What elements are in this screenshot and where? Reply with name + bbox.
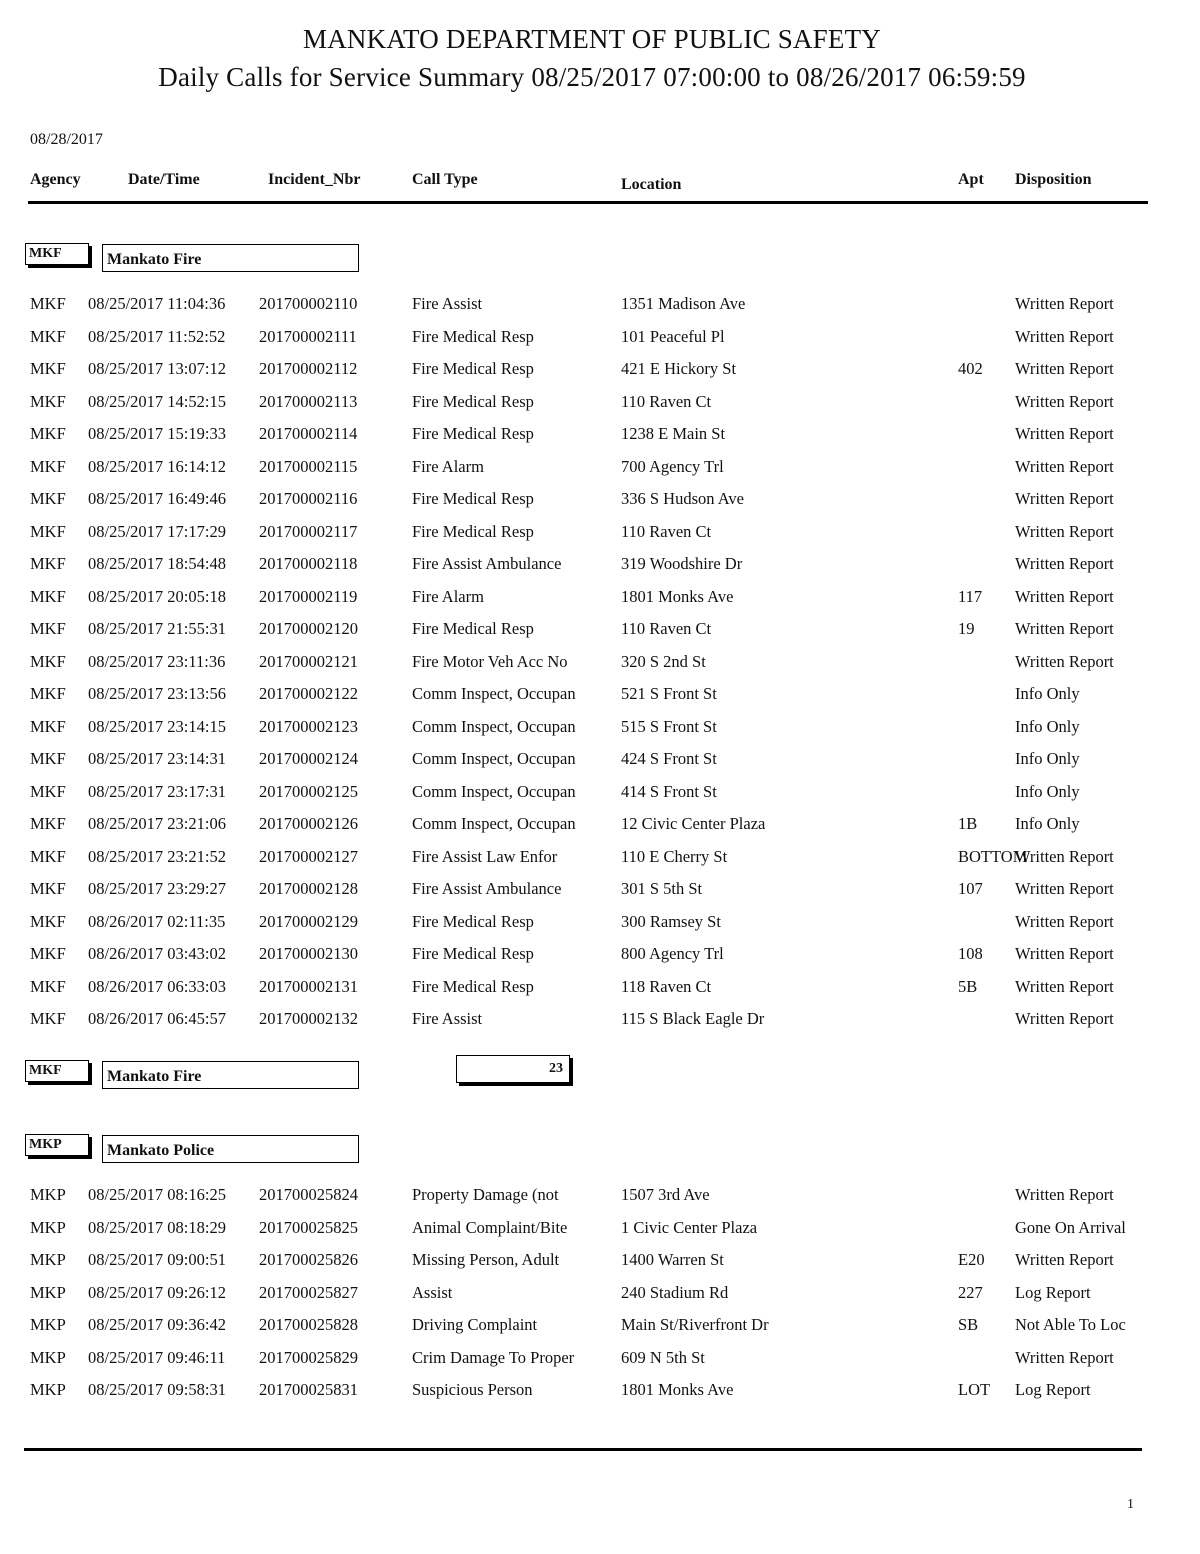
table-row — [0, 847, 1200, 877]
cell-incident-number: 201700025827 — [259, 1282, 358, 1302]
cell-apt: 107 — [958, 879, 983, 898]
cell-call-type: Property Damage (not — [412, 1185, 559, 1204]
cell-disposition: Written Report — [1015, 294, 1114, 313]
cell-incident-number: 201700002131 — [259, 976, 358, 996]
column-header-call-type: Call Type — [412, 171, 478, 188]
table-row — [0, 1380, 1200, 1410]
cell-agency: MKF — [30, 684, 66, 703]
cell-datetime: 08/25/2017 09:26:12 — [88, 1282, 226, 1302]
cell-datetime: 08/25/2017 23:21:52 — [88, 846, 226, 866]
cell-apt: 1B — [958, 814, 978, 833]
cell-agency: MKP — [30, 1250, 66, 1269]
cell-incident-number: 201700002113 — [259, 391, 358, 411]
cell-agency: MKP — [30, 1315, 66, 1334]
cell-location: 1801 Monks Ave — [621, 586, 734, 606]
cell-agency: MKF — [30, 294, 66, 313]
cell-call-type: Fire Motor Veh Acc No — [412, 651, 568, 671]
cell-agency: MKP — [30, 1217, 66, 1237]
cell-datetime: 08/25/2017 20:05:18 — [88, 586, 226, 606]
column-header-agency: Agency — [30, 171, 81, 188]
table-row — [0, 1250, 1200, 1280]
cell-location: 115 S Black Eagle Dr — [621, 1009, 765, 1028]
cell-incident-number: 201700002110 — [259, 294, 358, 313]
cell-agency: MKF — [30, 879, 66, 898]
table-row — [0, 1009, 1200, 1039]
cell-location: 700 Agency Trl — [621, 456, 724, 476]
cell-location: 240 Stadium Rd — [621, 1282, 729, 1302]
cell-disposition: Written Report — [1015, 846, 1114, 866]
cell-incident-number: 201700025828 — [259, 1315, 358, 1334]
cell-datetime: 08/25/2017 23:11:36 — [88, 651, 226, 671]
cell-datetime: 08/25/2017 09:58:31 — [88, 1380, 226, 1399]
cell-call-type: Fire Assist Law Enfor — [412, 846, 558, 866]
cell-call-type: Fire Medical Resp — [412, 391, 534, 411]
cell-datetime: 08/25/2017 14:52:15 — [88, 391, 226, 411]
cell-call-type: Fire Medical Resp — [412, 359, 534, 378]
cell-incident-number: 201700002121 — [259, 651, 358, 671]
cell-disposition: Written Report — [1015, 651, 1114, 671]
cell-disposition: Written Report — [1015, 489, 1114, 508]
cell-call-type: Fire Medical Resp — [412, 944, 534, 963]
page-number: 1 — [1127, 1497, 1134, 1512]
cell-agency: MKF — [30, 781, 66, 801]
cell-apt: BOTTOM — [958, 846, 1028, 866]
table-row — [0, 294, 1200, 324]
table-row — [0, 749, 1200, 779]
cell-disposition: Written Report — [1015, 1009, 1114, 1028]
cell-disposition: Written Report — [1015, 391, 1114, 411]
cell-call-type: Animal Complaint/Bite — [412, 1217, 568, 1237]
cell-disposition: Written Report — [1015, 976, 1114, 996]
column-header-disposition: Disposition — [1015, 171, 1092, 188]
cell-call-type: Fire Alarm — [412, 456, 484, 476]
cell-location: 521 S Front St — [621, 684, 717, 703]
cell-disposition: Info Only — [1015, 716, 1080, 736]
cell-incident-number: 201700002125 — [259, 781, 358, 801]
cell-disposition: Written Report — [1015, 1185, 1114, 1204]
cell-agency: MKP — [30, 1282, 66, 1302]
cell-incident-number: 201700002112 — [259, 359, 358, 378]
table-row — [0, 1283, 1200, 1313]
cell-apt: E20 — [958, 1250, 985, 1269]
cell-apt: 227 — [958, 1282, 983, 1302]
fire-call-count-box: 23 — [456, 1055, 570, 1083]
cell-agency: MKF — [30, 651, 66, 671]
cell-disposition: Written Report — [1015, 424, 1114, 443]
cell-apt: 19 — [958, 619, 975, 638]
cell-datetime: 08/25/2017 16:49:46 — [88, 489, 226, 508]
cell-incident-number: 201700002130 — [259, 944, 358, 963]
fire-footer-name-box: Mankato Fire — [102, 1061, 359, 1089]
cell-agency: MKF — [30, 976, 66, 996]
cell-agency: MKF — [30, 619, 66, 638]
table-row — [0, 814, 1200, 844]
cell-datetime: 08/25/2017 17:17:29 — [88, 521, 226, 541]
cell-call-type: Fire Medical Resp — [412, 424, 534, 443]
cell-agency: MKF — [30, 944, 66, 963]
cell-agency: MKF — [30, 489, 66, 508]
cell-agency: MKF — [30, 749, 66, 768]
cell-call-type: Fire Assist Ambulance — [412, 879, 562, 898]
cell-apt: 5B — [958, 976, 978, 996]
cell-location: 320 S 2nd St — [621, 651, 706, 671]
cell-location: 336 S Hudson Ave — [621, 489, 744, 508]
cell-datetime: 08/25/2017 09:46:11 — [88, 1347, 226, 1367]
table-row — [0, 359, 1200, 389]
cell-disposition: Written Report — [1015, 586, 1114, 606]
cell-disposition: Gone On Arrival — [1015, 1217, 1126, 1237]
cell-datetime: 08/25/2017 23:14:31 — [88, 749, 226, 768]
cell-agency: MKP — [30, 1380, 66, 1399]
cell-call-type: Fire Assist Ambulance — [412, 554, 562, 573]
cell-call-type: Comm Inspect, Occupan — [412, 716, 576, 736]
cell-disposition: Info Only — [1015, 781, 1080, 801]
cell-location: 1351 Madison Ave — [621, 294, 746, 313]
cell-apt: LOT — [958, 1380, 991, 1399]
fire-footer-code-box: MKF — [25, 1060, 89, 1082]
cell-call-type: Fire Medical Resp — [412, 976, 534, 996]
cell-call-type: Driving Complaint — [412, 1315, 538, 1334]
cell-incident-number: 201700002118 — [259, 554, 358, 573]
cell-datetime: 08/25/2017 08:16:25 — [88, 1185, 226, 1204]
column-header-apt: Apt — [958, 171, 984, 188]
cell-datetime: 08/25/2017 13:07:12 — [88, 359, 226, 378]
cell-incident-number: 201700002114 — [259, 424, 358, 443]
cell-disposition: Log Report — [1015, 1282, 1091, 1302]
table-row — [0, 652, 1200, 682]
cell-agency: MKF — [30, 814, 66, 833]
table-row — [0, 1218, 1200, 1248]
cell-location: 300 Ramsey St — [621, 911, 721, 931]
cell-incident-number: 201700002116 — [259, 489, 358, 508]
column-header-location: Location — [621, 176, 682, 193]
table-row — [0, 457, 1200, 487]
cell-datetime: 08/25/2017 11:04:36 — [88, 294, 226, 313]
cell-datetime: 08/25/2017 16:14:12 — [88, 456, 226, 476]
cell-agency: MKF — [30, 846, 66, 866]
footer-rule — [24, 1448, 1142, 1451]
police-agency-name-box: Mankato Police — [102, 1135, 359, 1163]
cell-disposition: Not Able To Loc — [1015, 1315, 1126, 1334]
cell-incident-number: 201700002123 — [259, 716, 358, 736]
cell-datetime: 08/25/2017 23:21:06 — [88, 814, 226, 833]
cell-location: 1400 Warren St — [621, 1250, 724, 1269]
table-row — [0, 1315, 1200, 1345]
cell-disposition: Log Report — [1015, 1380, 1091, 1399]
cell-location: 800 Agency Trl — [621, 944, 724, 963]
cell-agency: MKF — [30, 554, 66, 573]
cell-apt: 108 — [958, 944, 983, 963]
cell-location: 1507 3rd Ave — [621, 1185, 710, 1204]
cell-disposition: Written Report — [1015, 879, 1114, 898]
cell-incident-number: 201700025824 — [259, 1185, 358, 1204]
cell-agency: MKF — [30, 1009, 66, 1028]
cell-agency: MKF — [30, 424, 66, 443]
table-row — [0, 684, 1200, 714]
cell-call-type: Comm Inspect, Occupan — [412, 749, 576, 768]
cell-location: 515 S Front St — [621, 716, 717, 736]
cell-disposition: Written Report — [1015, 1250, 1114, 1269]
police-agency-code-box: MKP — [25, 1134, 89, 1156]
table-row — [0, 392, 1200, 422]
cell-datetime: 08/25/2017 18:54:48 — [88, 554, 226, 573]
header-rule — [28, 201, 1148, 204]
cell-datetime: 08/25/2017 23:29:27 — [88, 879, 226, 898]
table-row — [0, 1348, 1200, 1378]
table-row — [0, 327, 1200, 357]
print-date: 08/28/2017 — [30, 131, 103, 148]
cell-location: 609 N 5th St — [621, 1347, 705, 1367]
cell-location: 118 Raven Ct — [621, 976, 712, 996]
cell-location: 319 Woodshire Dr — [621, 554, 743, 573]
cell-disposition: Written Report — [1015, 521, 1114, 541]
table-row — [0, 879, 1200, 909]
table-row — [0, 782, 1200, 812]
cell-incident-number: 201700002126 — [259, 814, 358, 833]
cell-call-type: Crim Damage To Proper — [412, 1347, 575, 1367]
table-row — [0, 522, 1200, 552]
cell-location: 414 S Front St — [621, 781, 717, 801]
cell-incident-number: 201700002132 — [259, 1009, 358, 1028]
cell-datetime: 08/25/2017 15:19:33 — [88, 424, 226, 443]
cell-datetime: 08/26/2017 03:43:02 — [88, 944, 226, 963]
cell-call-type: Fire Assist — [412, 1009, 483, 1028]
cell-location: 301 S 5th St — [621, 879, 703, 898]
cell-incident-number: 201700025829 — [259, 1347, 358, 1367]
cell-datetime: 08/25/2017 21:55:31 — [88, 619, 226, 638]
cell-location: 1238 E Main St — [621, 424, 726, 443]
cell-incident-number: 201700002117 — [259, 521, 358, 541]
cell-location: 101 Peaceful Pl — [621, 326, 725, 346]
cell-agency: MKF — [30, 456, 66, 476]
cell-incident-number: 201700002115 — [259, 456, 358, 476]
cell-disposition: Written Report — [1015, 619, 1114, 638]
cell-location: 110 Raven Ct — [621, 619, 712, 638]
cell-disposition: Written Report — [1015, 554, 1114, 573]
cell-datetime: 08/25/2017 09:00:51 — [88, 1250, 226, 1269]
cell-call-type: Fire Assist — [412, 294, 483, 313]
cell-location: 110 Raven Ct — [621, 391, 712, 411]
cell-apt: 117 — [958, 586, 983, 606]
cell-location: 12 Civic Center Plaza — [621, 814, 766, 833]
cell-incident-number: 201700002120 — [259, 619, 358, 638]
fire-agency-code-box: MKF — [25, 243, 89, 265]
cell-incident-number: 201700002127 — [259, 846, 358, 866]
cell-incident-number: 201700002129 — [259, 911, 358, 931]
cell-datetime: 08/26/2017 06:45:57 — [88, 1009, 226, 1028]
cell-incident-number: 201700002119 — [259, 586, 358, 606]
cell-apt: 402 — [958, 359, 983, 378]
cell-datetime: 08/25/2017 23:14:15 — [88, 716, 226, 736]
table-row — [0, 619, 1200, 649]
cell-agency: MKF — [30, 586, 66, 606]
cell-datetime: 08/26/2017 02:11:35 — [88, 911, 226, 931]
cell-agency: MKP — [30, 1185, 66, 1204]
cell-location: 1 Civic Center Plaza — [621, 1217, 758, 1237]
cell-call-type: Comm Inspect, Occupan — [412, 814, 576, 833]
cell-disposition: Written Report — [1015, 326, 1114, 346]
cell-disposition: Info Only — [1015, 749, 1080, 768]
cell-location: 1801 Monks Ave — [621, 1380, 734, 1399]
cell-call-type: Assist — [412, 1282, 453, 1302]
column-header-incident: Incident_Nbr — [268, 171, 361, 188]
cell-datetime: 08/25/2017 23:13:56 — [88, 684, 226, 703]
cell-disposition: Info Only — [1015, 684, 1080, 703]
table-row — [0, 912, 1200, 942]
table-row — [0, 587, 1200, 617]
cell-datetime: 08/25/2017 11:52:52 — [88, 326, 226, 346]
cell-datetime: 08/26/2017 06:33:03 — [88, 976, 226, 996]
table-row — [0, 717, 1200, 747]
fire-agency-name-box: Mankato Fire — [102, 244, 359, 272]
cell-call-type: Comm Inspect, Occupan — [412, 684, 576, 703]
cell-agency: MKF — [30, 521, 66, 541]
cell-disposition: Written Report — [1015, 1347, 1114, 1367]
cell-call-type: Fire Medical Resp — [412, 326, 534, 346]
cell-agency: MKF — [30, 326, 66, 346]
cell-location: 110 Raven Ct — [621, 521, 712, 541]
cell-incident-number: 201700025831 — [259, 1380, 358, 1399]
cell-call-type: Fire Medical Resp — [412, 911, 534, 931]
cell-incident-number: 201700002128 — [259, 879, 358, 898]
cell-disposition: Info Only — [1015, 814, 1080, 833]
cell-incident-number: 201700002111 — [259, 326, 357, 346]
cell-agency: MKF — [30, 716, 66, 736]
cell-incident-number: 201700025825 — [259, 1217, 358, 1237]
cell-call-type: Missing Person, Adult — [412, 1250, 560, 1269]
cell-location: Main St/Riverfront Dr — [621, 1315, 769, 1334]
cell-apt: SB — [958, 1315, 979, 1334]
table-row — [0, 944, 1200, 974]
cell-agency: MKF — [30, 359, 66, 378]
cell-datetime: 08/25/2017 23:17:31 — [88, 781, 226, 801]
cell-incident-number: 201700025826 — [259, 1250, 358, 1269]
cell-disposition: Written Report — [1015, 911, 1114, 931]
cell-datetime: 08/25/2017 09:36:42 — [88, 1315, 226, 1334]
cell-call-type: Fire Medical Resp — [412, 521, 534, 541]
cell-disposition: Written Report — [1015, 359, 1114, 378]
table-row — [0, 554, 1200, 584]
cell-call-type: Fire Alarm — [412, 586, 484, 606]
cell-incident-number: 201700002124 — [259, 749, 358, 768]
cell-disposition: Written Report — [1015, 944, 1114, 963]
table-row — [0, 1185, 1200, 1215]
cell-call-type: Suspicious Person — [412, 1380, 533, 1399]
cell-agency: MKP — [30, 1347, 66, 1367]
cell-location: 424 S Front St — [621, 749, 717, 768]
cell-datetime: 08/25/2017 08:18:29 — [88, 1217, 226, 1237]
cell-agency: MKF — [30, 391, 66, 411]
table-row — [0, 424, 1200, 454]
table-row — [0, 977, 1200, 1007]
cell-agency: MKF — [30, 911, 66, 931]
cell-location: 110 E Cherry St — [621, 846, 728, 866]
table-row — [0, 489, 1200, 519]
cell-call-type: Fire Medical Resp — [412, 489, 534, 508]
report-title: MANKATO DEPARTMENT OF PUBLIC SAFETY — [303, 24, 881, 54]
cell-incident-number: 201700002122 — [259, 684, 358, 703]
cell-call-type: Comm Inspect, Occupan — [412, 781, 576, 801]
cell-location: 421 E Hickory St — [621, 359, 737, 378]
cell-disposition: Written Report — [1015, 456, 1114, 476]
report-subtitle: Daily Calls for Service Summary 08/25/2017 07:00:00 to 08/26/2017 06:59:59 — [158, 62, 1026, 92]
column-header-datetime: Date/Time — [128, 171, 200, 188]
cell-call-type: Fire Medical Resp — [412, 619, 534, 638]
